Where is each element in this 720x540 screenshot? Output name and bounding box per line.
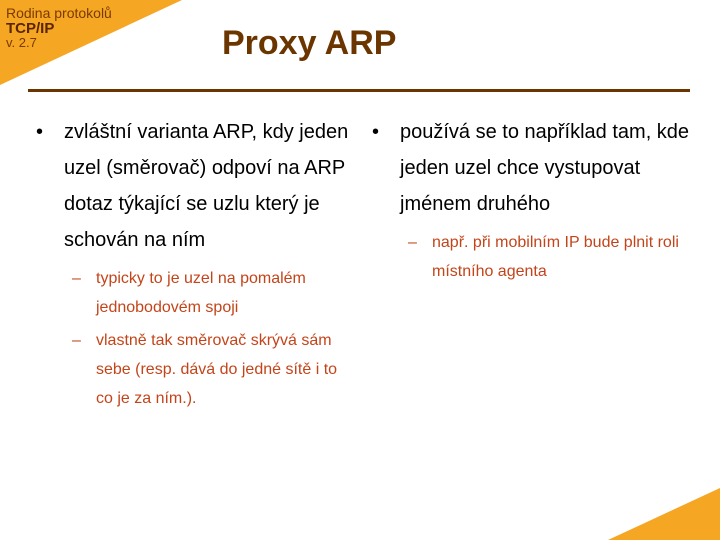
- corner-decoration-bottom-right: [608, 488, 720, 540]
- sub-list: [372, 228, 692, 286]
- bullet-text: zvláštní varianta ARP, kdy jeden uzel (směrovač) odpoví na ARP dotaz týkající se uzlu který je schován na ním: [64, 121, 349, 251]
- title-divider: [28, 89, 690, 92]
- bullet-marker: •: [36, 121, 44, 143]
- course-topic: TCP/IP: [6, 19, 55, 37]
- sub-list: [36, 264, 356, 413]
- sub-item-text: typicky to je uzel na pomalém jednobodovém spoji: [96, 270, 306, 316]
- dash-marker: –: [408, 234, 417, 251]
- sub-item-text: vlastně tak směrovač skrývá sám sebe (resp. dává do jedné sítě i to co je za ním.).: [96, 332, 338, 407]
- dash-marker: –: [72, 270, 81, 287]
- bullet-item: [36, 114, 356, 258]
- course-label: [6, 6, 112, 50]
- slide-title: Proxy ARP: [222, 24, 397, 62]
- sub-item: [36, 264, 356, 322]
- course-name: Rodina protokolů: [6, 5, 112, 21]
- right-column: [372, 114, 692, 286]
- bullet-marker: •: [372, 121, 380, 143]
- sub-item: [372, 228, 692, 286]
- left-column: [36, 114, 356, 413]
- dash-marker: –: [72, 332, 81, 349]
- course-version: v. 2.7: [6, 35, 37, 51]
- sub-item-text: např. při mobilním IP bude plnit roli místního agenta: [432, 234, 679, 280]
- bullet-item: [372, 114, 692, 222]
- bullet-text: používá se to například tam, kde jeden uzel chce vystupovat jménem druhého: [400, 121, 690, 215]
- sub-item: [36, 326, 356, 413]
